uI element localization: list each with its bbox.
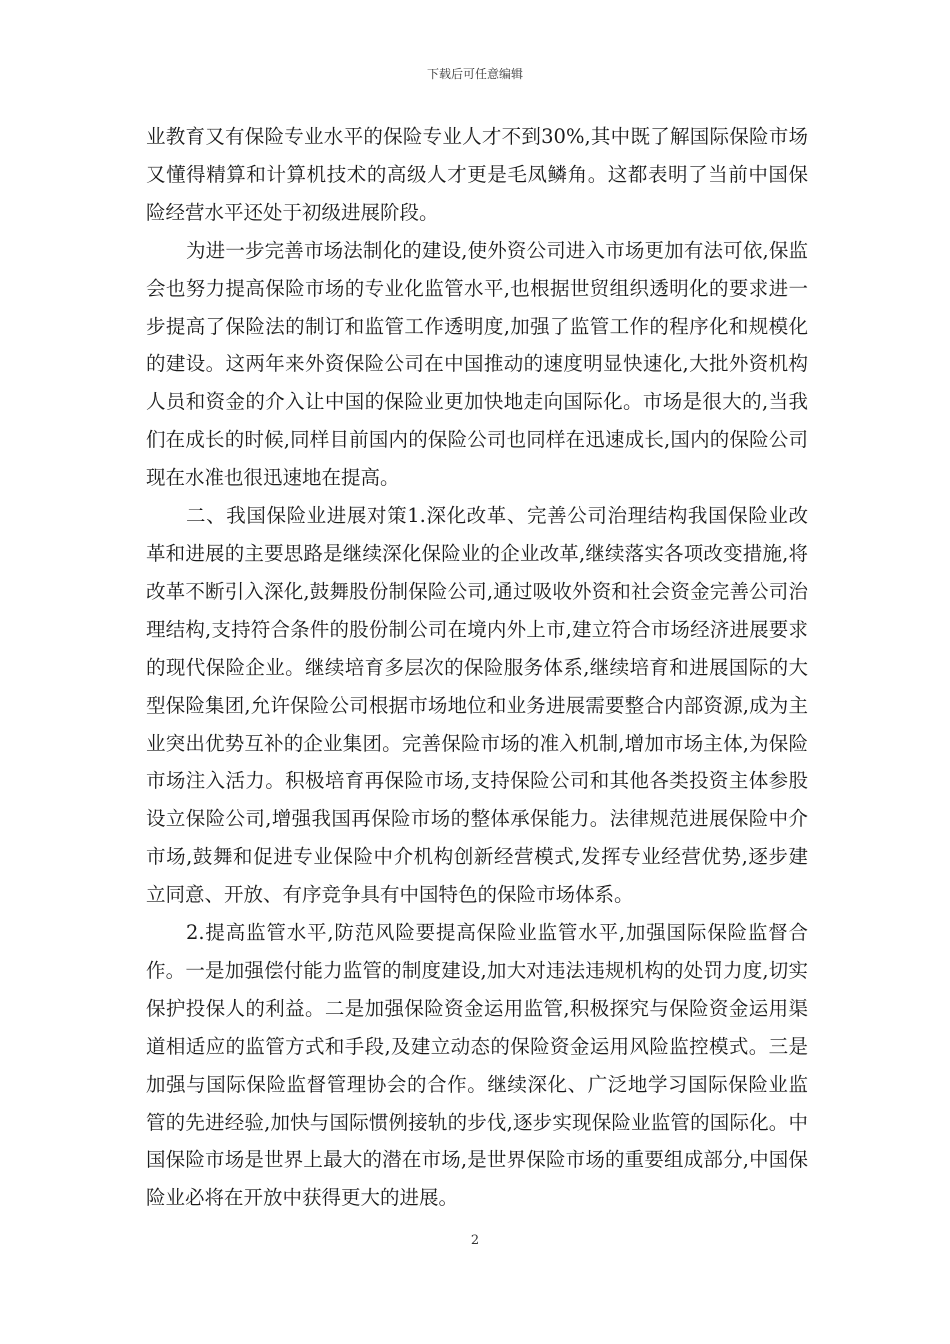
paragraph-strategy-reform: 二、我国保险业进展对策1.深化改革、完善公司治理结构我国保险业改革和进展的主要思路是继续深化保险业的企业改革,继续落实各项改变措施,将改革不断引入深化,鼓舞股份制保险公司,通过吸收外资和社会资金完善公司治理结构,支持符合条件的股份制公司在境内外上市,建立符合市场经济进展要求的现代保险企业。继续培育多层次的保险服务体系,继续培育和进展国际的大型保险集团,允许保险公司根据市场地位和业务进展需要整合内部资源,成为主业突出优势互补的企业集团。完善保险市场的准入机制,增加市场主体,为保险市场注入活力。积极培育再保险市场,支持保险公司和其他各类投资主体参股设立保险公司,增强我国再保险市场的整体承保能力。法律规范进展保险中介市场,鼓舞和促进专业保险中介机构创新经营模式,发挥专业经营优势,逐步建立同意、开放、有序竞争具有中国特色的保险市场体系。 [146,504,808,907]
document-body [146,118,808,1217]
paragraph-strategy-supervision: 2.提高监管水平,防范风险要提高保险业监管水平,加强国际保险监督合作。一是加强偿付能力监管的制度建设,加大对违法违规机构的处罚力度,切实保护投保人的利益。二是加强保险资金运用监管,积极探究与保险资金运用渠道相适应的监管方式和手段,及建立动态的保险资金运用风险监控模式。三是加强与国际保险监督管理协会的合作。继续深化、广泛地学习国际保险业监管的先进经验,加快与国际惯例接轨的步伐,逐步实现保险业监管的国际化。中国保险市场是世界上最大的潜在市场,是世界保险市场的重要组成部分,中国保险业必将在开放中获得更大的进展。 [146,921,808,1210]
page-number: 2 [470,1233,480,1248]
paragraph-regulation: 为进一步完善市场法制化的建设,使外资公司进入市场更加有法可依,保监会也努力提高保险市场的专业化监管水平,也根据世贸组织透明化的要求进一步提高了保险法的制订和监管工作透明度,加强了监管工作的程序化和规模化的建设。这两年来外资保险公司在中国推动的速度明显快速化,大批外资机构人员和资金的介入让中国的保险业更加快地走向国际化。市场是很大的,当我们在成长的时候,同样目前国内的保险公司也同样在迅速成长,国内的保险公司现在水准也很迅速地在提高。 [146,238,808,490]
page-header: 下载后可任意编辑 [426,67,523,81]
paragraph-continuation: 业教育又有保险专业水平的保险专业人才不到30%,其中既了解国际保险市场又懂得精算和计算机技术的高级人才更是毛凤鳞角。这都表明了当前中国保险经营水平还处于初级进展阶段。 [146,125,808,224]
